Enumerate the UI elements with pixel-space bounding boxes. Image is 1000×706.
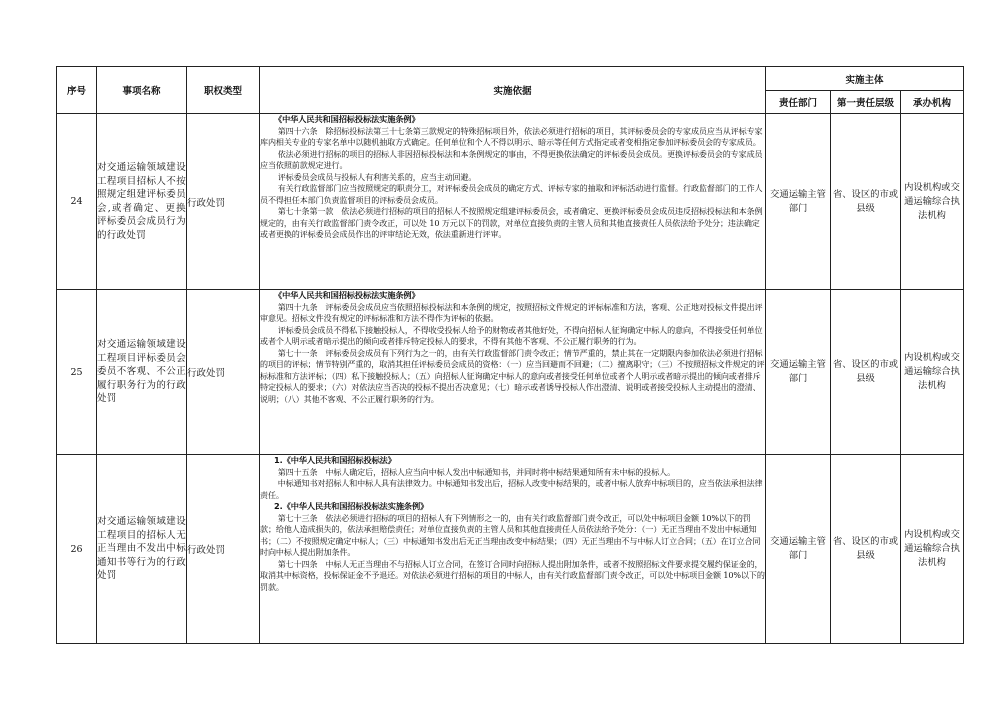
law-paragraph: 有关行政监督部门应当按照规定的职责分工，对评标委员会成员的确定方式、评标专家的抽取和评标活动进行监督。行政监督部门的工作人员不得担任本部门负责监督项目的评标委员会成员。 xyxy=(260,184,763,205)
basis-cell xyxy=(260,114,766,290)
responsible-level: 省、设区的市或县级 xyxy=(831,114,901,290)
law-paragraph: 第七十条第一款 依法必须进行招标的项目的招标人不按照规定组建评标委员会，或者确定、更换评标委员会成员违反招标投标法和本条例规定的，由有关行政监督部门责令改正，可以处 10 万元以下的罚款，对单位直接负责的主管人员和其他直接责任人员依法给予处分；违法确定或者更换的评标委员会成员作出的评审结论无效，依法重新进行评审。 xyxy=(260,207,763,239)
responsible-level: 省、设区的市或县级 xyxy=(831,290,901,455)
table-row xyxy=(57,290,964,455)
handling-office: 内设机构或交通运输综合执法机构 xyxy=(901,455,964,644)
law-title: 2.《中华人民共和国招标投标法实施条例》 xyxy=(274,501,429,511)
handling-office: 内设机构或交通运输综合执法机构 xyxy=(901,114,964,290)
law-paragraph: 第七十三条 依法必须进行招标的项目的招标人有下列情形之一的，由有关行政监督部门责令改正，可以处中标项目金额 10%以下的罚款；给他人造成损失的，依法承担赔偿责任；对单位直接负责的主管人员和其他直接责任人员依法给予处分：（一）无正当理由不发出中标通知书；（二）不按照规定确定中标人；（三）中标通知书发出后无正当理由改变中标结果；（四）无正当理由不与中标人订立合同；（五）在订立合同时向中标人提出附加条件。 xyxy=(260,513,761,557)
row-number: 25 xyxy=(57,290,97,455)
responsible-dept: 交通运输主管部门 xyxy=(766,455,831,644)
law-paragraph: 评标委员会成员不得私下接触投标人，不得收受投标人给予的财物或者其他好处，不得向招标人征询确定中标人的意向，不得接受任何单位或者个人明示或者暗示提出的倾向或者排斥特定投标人的要求，不得有其他不客观、不公正履行职务的行为。 xyxy=(260,325,763,346)
responsible-dept: 交通运输主管部门 xyxy=(766,114,831,290)
header-basis: 实施依据 xyxy=(260,67,766,114)
law-paragraph: 第四十九条 评标委员会成员应当依照招标投标法和本条例的规定，按照招标文件规定的评标标准和方法，客观、公正地对投标文件提出评审意见。招标文件没有规定的评标标准和方法不得作为评标的依据。 xyxy=(260,302,763,323)
power-type: 行政处罚 xyxy=(187,455,260,644)
header-row-1 xyxy=(57,67,964,91)
law-paragraph: 第七十四条 中标人无正当理由不与招标人订立合同，在签订合同时向招标人提出附加条件，或者不按照招标文件要求提交履约保证金的，取消其中标资格，投标保证金不予退还。对依法必须进行招标的项目的中标人，由有关行政监督部门责令改正，可以处中标项目金额 10%以下的罚款。 xyxy=(260,559,765,592)
item-name: 对交通运输领域建设工程项目的招标人无正当理由不发出中标通知书等行为的行政处罚 xyxy=(97,455,187,644)
table-row xyxy=(57,455,964,644)
law-paragraph: 中标通知书对招标人和中标人具有法律效力。中标通知书发出后，招标人改变中标结果的，或者中标人放弃中标项目的，应当依法承担法律责任。 xyxy=(260,479,763,500)
responsible-level: 省、设区的市或县级 xyxy=(831,455,901,644)
row-number: 24 xyxy=(57,114,97,290)
header-seq: 序号 xyxy=(57,67,97,114)
responsible-dept: 交通运输主管部门 xyxy=(766,290,831,455)
basis-cell xyxy=(260,455,766,644)
header-subject: 实施主体 xyxy=(766,67,964,91)
enforcement-table xyxy=(56,66,964,644)
law-paragraph: 第四十六条 除招标投标法第三十七条第三款规定的特殊招标项目外，依法必须进行招标的项目，其评标委员会的专家成员应当从评标专家库内相关专业的专家名单中以随机抽取方式确定。任何单位和个人不得以明示、暗示等任何方式指定或者变相指定参加评标委员会的专家成员。 xyxy=(260,126,763,147)
law-paragraph: 依法必须进行招标的项目的招标人非因招标投标法和本条例规定的事由，不得更换依法确定的评标委员会成员。更换评标委员会的专家成员应当依照前款规定进行。 xyxy=(260,149,763,170)
header-office: 承办机构 xyxy=(901,91,964,114)
table-row xyxy=(57,114,964,290)
law-paragraph: 第七十一条 评标委员会成员有下列行为之一的，由有关行政监督部门责令改正；情节严重的，禁止其在一定期限内参加依法必须进行招标的项目的评标；情节特别严重的，取消其担任评标委员会成员的资格：（一）应当回避而不回避；（二）擅离职守；（三）不按照招标文件规定的评标标准和方法评标；（四）私下接触投标人；（五）向招标人征询确定中标人的意向或者接受任何单位或者个人明示或者暗示提出的倾向或者排斥特定投标人的要求；（六）对依法应当否决的投标不提出否决意见；（七）暗示或者诱导投标人作出澄清、说明或者接受投标人主动提出的澄清、说明；（八）其他不客观、不公正履行职务的行为。 xyxy=(260,348,765,404)
row-number: 26 xyxy=(57,455,97,644)
law-paragraph: 评标委员会成员与投标人有利害关系的，应当主动回避。 xyxy=(277,172,477,182)
header-dept: 责任部门 xyxy=(766,91,831,114)
header-power-type: 职权类型 xyxy=(187,67,260,114)
power-type: 行政处罚 xyxy=(187,290,260,455)
law-paragraph: 第四十五条 中标人确定后，招标人应当向中标人发出中标通知书，并同时将中标结果通知所有未中标的投标人。 xyxy=(277,467,676,477)
header-level: 第一责任层级 xyxy=(831,91,901,114)
item-name: 对交通运输领域建设工程项目招标人不按照规定组建评标委员会,或者确定、更换评标委员会成员行为的行政处罚 xyxy=(97,114,187,290)
power-type: 行政处罚 xyxy=(187,114,260,290)
law-title: 《中华人民共和国招标投标法实施条例》 xyxy=(274,114,420,124)
item-name: 对交通运输领域建设工程项目评标委员会委员不客观、不公正履行职务行为的行政处罚 xyxy=(97,290,187,455)
law-title: 1.《中华人民共和国招标投标法》 xyxy=(274,455,396,465)
basis-cell xyxy=(260,290,766,455)
law-title: 《中华人民共和国招标投标法实施条例》 xyxy=(274,290,420,300)
header-item-name: 事项名称 xyxy=(97,67,187,114)
handling-office: 内设机构或交通运输综合执法机构 xyxy=(901,290,964,455)
